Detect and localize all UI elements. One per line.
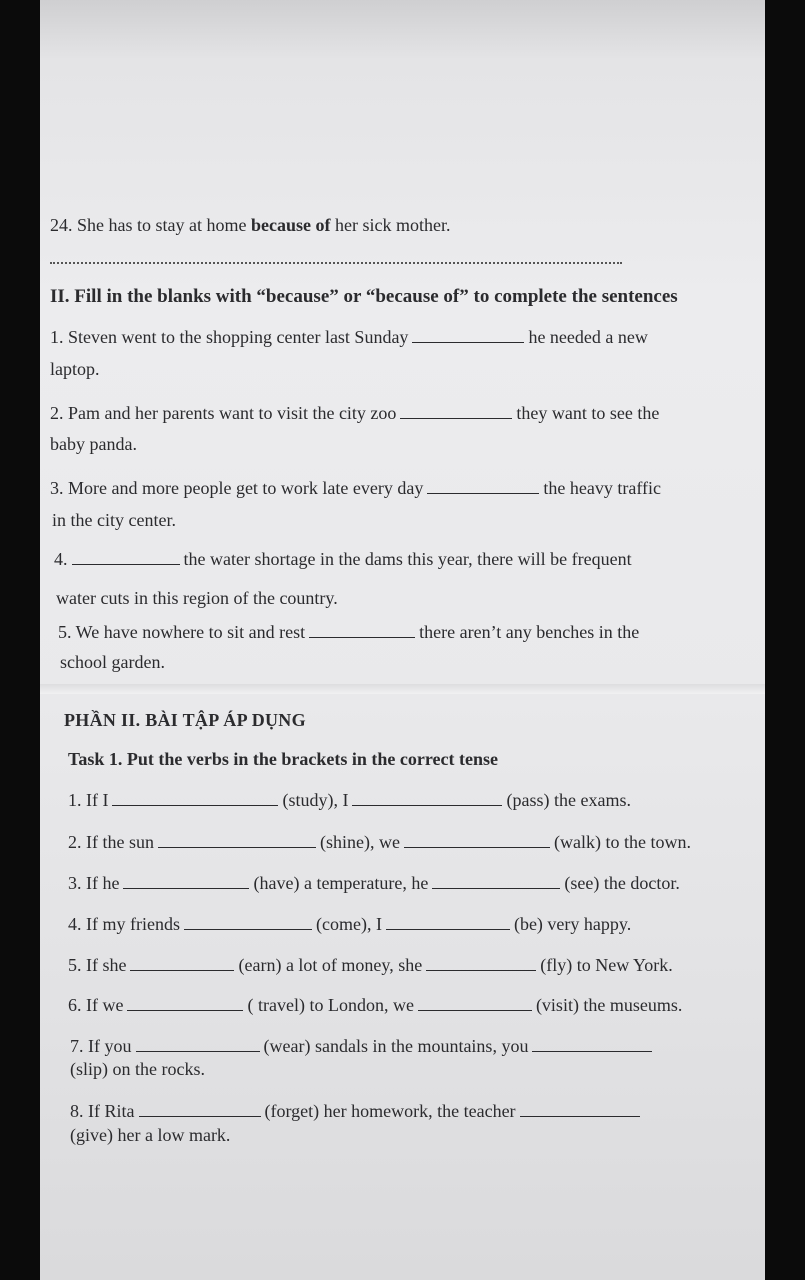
answer-blank[interactable]	[432, 874, 560, 889]
task1-item-1-b: (study), I	[282, 790, 349, 810]
task1-item-7-line2: (slip) on the rocks.	[70, 1059, 205, 1079]
s2-item-1-line2: laptop.	[50, 359, 100, 379]
task1-item-1-a: 1. If I	[68, 790, 109, 810]
task1-item-7-b: (wear) sandals in the mountains, you	[263, 1036, 529, 1056]
s2-item-4-text: 4.	[54, 549, 68, 569]
task1-item-8-line2: (give) her a low mark.	[70, 1125, 231, 1145]
answer-blank[interactable]	[427, 479, 539, 494]
task1-item-8-b: (forget) her homework, the teacher	[264, 1101, 516, 1121]
question-24	[50, 214, 450, 236]
task1-item-6-c: (visit) the museums.	[535, 995, 683, 1015]
task1-item-2-b: (shine), we	[319, 832, 400, 852]
s2-item-1	[50, 326, 648, 348]
answer-blank[interactable]	[426, 956, 536, 971]
task1-item-6-b: ( travel) to London, we	[247, 995, 414, 1015]
s2-item-1-rest: he needed a new	[528, 327, 648, 347]
task1-item-3-a: 3. If he	[68, 873, 120, 893]
task1-item-7-a: 7. If you	[70, 1036, 132, 1056]
task1-item-4-a: 4. If my friends	[68, 914, 180, 934]
s2-item-3	[50, 477, 661, 499]
s2-item-5-text: 5. We have nowhere to sit and rest	[58, 622, 306, 642]
answer-blank[interactable]	[72, 550, 180, 565]
task1-item-5-c: (fly) to New York.	[540, 955, 673, 975]
answer-blank[interactable]	[520, 1102, 640, 1117]
s2-item-4-rest: the water shortage in the dams this year, there will be frequent	[183, 549, 632, 569]
s2-item-4	[54, 548, 632, 570]
s2-item-4-line2: water cuts in this region of the country.	[56, 588, 338, 608]
answer-blank[interactable]	[158, 833, 316, 848]
task1-item-2-c: (walk) to the town.	[553, 832, 691, 852]
paper-fold	[40, 684, 765, 694]
answer-blank[interactable]	[352, 791, 502, 806]
answer-blank[interactable]	[127, 996, 243, 1011]
task1-item-5-a: 5. If she	[68, 955, 127, 975]
answer-blank[interactable]	[123, 874, 249, 889]
answer-blank[interactable]	[400, 404, 512, 419]
answer-blank[interactable]	[309, 623, 415, 638]
task1-item-4	[68, 913, 631, 935]
task1-item-3-c: (see) the doctor.	[564, 873, 680, 893]
s2-item-3-line2: in the city center.	[52, 510, 176, 530]
q24-text-b: her sick mother.	[330, 215, 451, 235]
answer-blank[interactable]	[139, 1102, 261, 1117]
task1-item-6-a: 6. If we	[68, 995, 124, 1015]
task1-title: Task 1. Put the verbs in the brackets in the correct tense	[68, 749, 498, 769]
s2-item-5	[58, 621, 639, 643]
s2-item-5-line2: school garden.	[60, 652, 165, 672]
s2-item-3-text: 3. More and more people get to work late every day	[50, 478, 424, 498]
answer-blank[interactable]	[112, 791, 278, 806]
task1-item-3-b: (have) a temperature, he	[253, 873, 429, 893]
task1-item-6	[68, 994, 682, 1016]
part2-heading: PHẦN II. BÀI TẬP ÁP DỤNG	[64, 710, 306, 730]
task1-item-8-a: 8. If Rita	[70, 1101, 135, 1121]
answer-blank[interactable]	[412, 328, 524, 343]
task1-item-4-b: (come), I	[315, 914, 382, 934]
s2-item-2-text: 2. Pam and her parents want to visit the city zoo	[50, 403, 397, 423]
task1-item-2-a: 2. If the sun	[68, 832, 154, 852]
s2-item-3-rest: the heavy traffic	[543, 478, 661, 498]
task1-item-4-c: (be) very happy.	[513, 914, 632, 934]
s2-item-2-rest: they want to see the	[516, 403, 660, 423]
answer-blank[interactable]	[418, 996, 532, 1011]
answer-dotted-line	[50, 262, 622, 266]
section-title: II. Fill in the blanks with “because” or “because of” to complete the sentences	[50, 286, 678, 307]
s2-item-2	[50, 402, 659, 424]
answer-blank[interactable]	[130, 956, 234, 971]
answer-blank[interactable]	[404, 833, 550, 848]
task1-item-1	[68, 789, 631, 811]
q24-text-a: 24. She has to stay at home	[50, 215, 251, 235]
task1-item-3	[68, 872, 680, 894]
answer-blank[interactable]	[184, 915, 312, 930]
answer-blank[interactable]	[532, 1037, 652, 1052]
task1-item-2	[68, 831, 691, 853]
task1-item-5	[68, 954, 673, 976]
task1-item-1-c: (pass) the exams.	[506, 790, 631, 810]
s2-item-5-rest: there aren’t any benches in the	[419, 622, 640, 642]
q24-bold: because of	[250, 215, 331, 235]
answer-blank[interactable]	[386, 915, 510, 930]
s2-item-1-text: 1. Steven went to the shopping center last Sunday	[50, 327, 409, 347]
s2-item-2-line2: baby panda.	[50, 434, 137, 454]
task1-item-5-b: (earn) a lot of money, she	[238, 955, 423, 975]
answer-blank[interactable]	[136, 1037, 260, 1052]
task1-item-8	[70, 1100, 644, 1122]
task1-item-7	[70, 1035, 656, 1057]
